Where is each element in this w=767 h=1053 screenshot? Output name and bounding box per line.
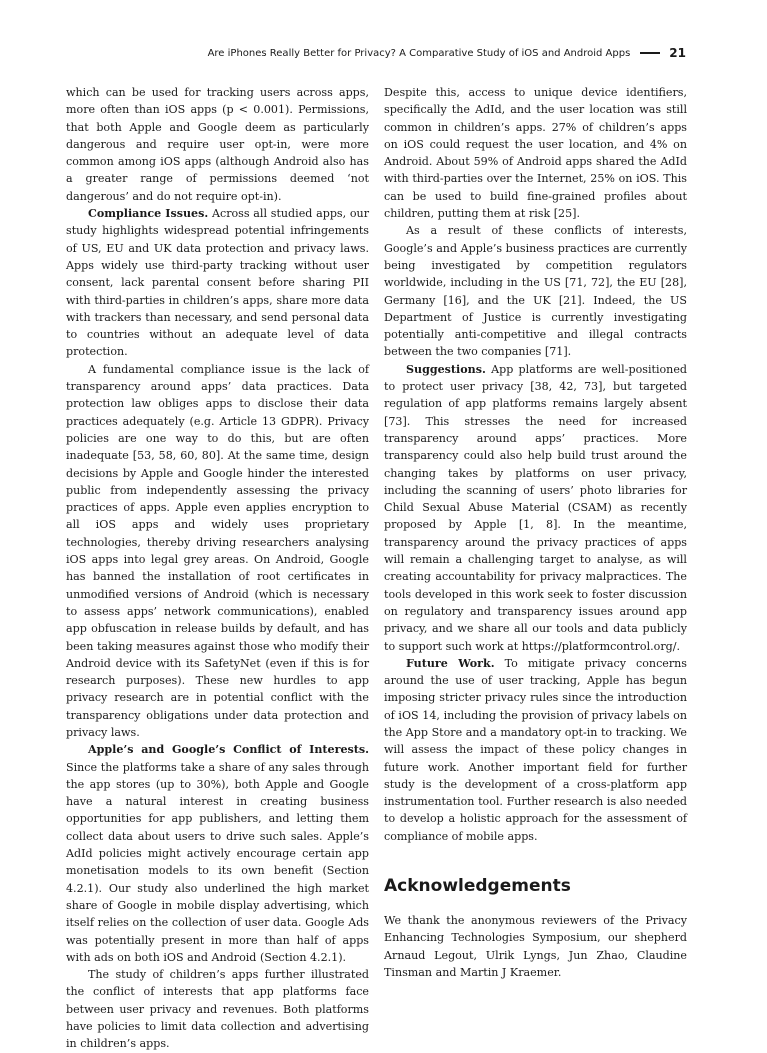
paragraph-regulators: As a result of these conflicts of interests, Google’s and Apple’s business practices are currently being investigated by competition regulators worldwide, including in the US [71, 72], the EU [28], Germany [16], and the UK [21]. Indeed, the US Department of Justice is currently investigating potentially anti-competitive and illegal contracts between the two companies [71].: [384, 224, 687, 359]
running-title: Are iPhones Really Better for Privacy? A Comparative Study of iOS and Android Apps: [207, 47, 631, 59]
right-column: [384, 84, 687, 981]
running-header: [66, 44, 686, 62]
paragraph-device-identifiers: Despite this, access to unique device identifiers, specifically the AdId, and the user location was still common in children’s apps. 27% of children’s apps on iOS could request the user location, and 4% on Android. About 59% of Android apps shared the AdId with third-parties over the Internet, 25% on iOS. This can be used to build fine-grained profiles about children, putting them at risk [25].: [384, 86, 687, 221]
paragraph-body: App platforms are well-positioned to protect user privacy [38, 42, 73], but targeted regulation of app platforms remains largely absent [73]. This stresses the need for increased transparency around apps’ practices. More transparency could also help build trust around the changing takes by platforms on user privacy, including the scanning of users’ photo libraries for Child Sexual Abuse Material (CSAM) as recently proposed by Apple [1, 8]. In the meantime, transparency around the privacy practices of apps will remain a challenging target to analyse, as will creating accountability for privacy malpractices. The tools developed in this work seek to foster discussion on regulatory and transparency issues around app privacy, and we share all our tools and data publicly to support such work at https://platformcontrol.org/.: [384, 362, 687, 653]
paragraph-body: Across all studied apps, our study highlights widespread potential infringements of US, EU and UK data protection and privacy laws. Apps widely use third-party tracking without user consent, lack parental consent before sharing PII with third-parties in children’s apps, share more data with trackers than necessary, and send personal data to countries without an adequate level of data protection.: [66, 207, 370, 359]
acknowledgements-heading: Acknowledgements: [384, 876, 571, 897]
run-in-heading-compliance: Compliance Issues.: [88, 207, 209, 221]
paragraph-body: To mitigate privacy concerns around the use of user tracking, Apple has begun imposing stricter privacy rules since the introduction of iOS 14, including the provision of privacy labels on the App Store and a mandatory opt-in to tracking. We will assess the impact of these policy changes in future work. Another important field for further study is the development of a cross-platform app instrumentation tool. Further research is also needed to develop a holistic approach for the assessment of compliance of mobile apps.: [384, 656, 687, 843]
left-column: [66, 84, 369, 1053]
run-in-heading-suggestions: Suggestions.: [406, 362, 486, 376]
paragraph-suggestions: [384, 361, 687, 655]
paragraph-compliance-issues: [66, 205, 369, 361]
paragraph-body: Since the platforms take a share of any sales through the app stores (up to 30%), both Apple and Google have a natural interest in creating business opportunities for app publishers, and letting them collect data about users to drive such sales. Apple’s AdId policies might actively encourage certain app monetisation models to its own benefit (Section 4.2.1). Our study also underlined the high market share of Google in mobile display advertising, which itself relies on the collection of user data. Google Ads was potentially present in more than half of apps with ads on both iOS and Android (Section 4.2.1).: [66, 760, 369, 964]
run-in-heading-future-work: Future Work.: [406, 656, 495, 670]
paragraph-transparency: A fundamental compliance issue is the lack of transparency around apps’ data practices. Data protection law obliges apps to disclose their data practices adequately (e.g. Article 13 GDPR). Privacy policies are one way to do this, but are often inadequate [53, 58, 60, 80]. At the same time, design decisions by Apple and Google hinder the interested public from independently assessing the privacy practices of apps. Apple even applies encryption to all iOS apps and widely uses proprietary technologies, thereby driving researchers analysing iOS apps into legal grey areas. On Android, Google has banned the installation of root certificates in unmodified versions of Android (which is necessary to assess apps’ network communications), enabled app obfuscation in release builds by default, and has been taking measures against those who modify their Android device with its SafetyNet (even if this is for research purposes). These new hurdles to app privacy research are in potential conflict with the transparency obligations under data protection and privacy laws.: [66, 362, 369, 739]
header-rule: [640, 52, 660, 54]
acknowledgements-body: We thank the anonymous reviewers of the Privacy Enhancing Technologies Symposium, our shepherd Arnaud Legout, Ulrik Lyngs, Jun Zhao, Claudine Tinsman and Martin J Kraemer.: [384, 914, 687, 979]
paragraph-conflict-of-interests: [66, 741, 369, 966]
paragraph-childrens-apps: The study of children’s apps further illustrated the conflict of interests that app platforms face between user privacy and revenues. Both platforms have policies to limit data collection and advertising in children’s apps.: [66, 968, 369, 1051]
paragraph-continuation: which can be used for tracking users across apps, more often than iOS apps (p < 0.001). Permissions, that both Apple and Google deem as particularly dangerous and require user opt-in, were more common among iOS apps (although Android also has a greater range of permissions deemed ‘not dangerous’ and do not require opt-in).: [66, 86, 369, 203]
run-in-heading-conflict: Apple’s and Google’s Conflict of Interests.: [88, 743, 369, 757]
paragraph-future-work: [384, 655, 687, 845]
page-number: 21: [669, 46, 686, 60]
